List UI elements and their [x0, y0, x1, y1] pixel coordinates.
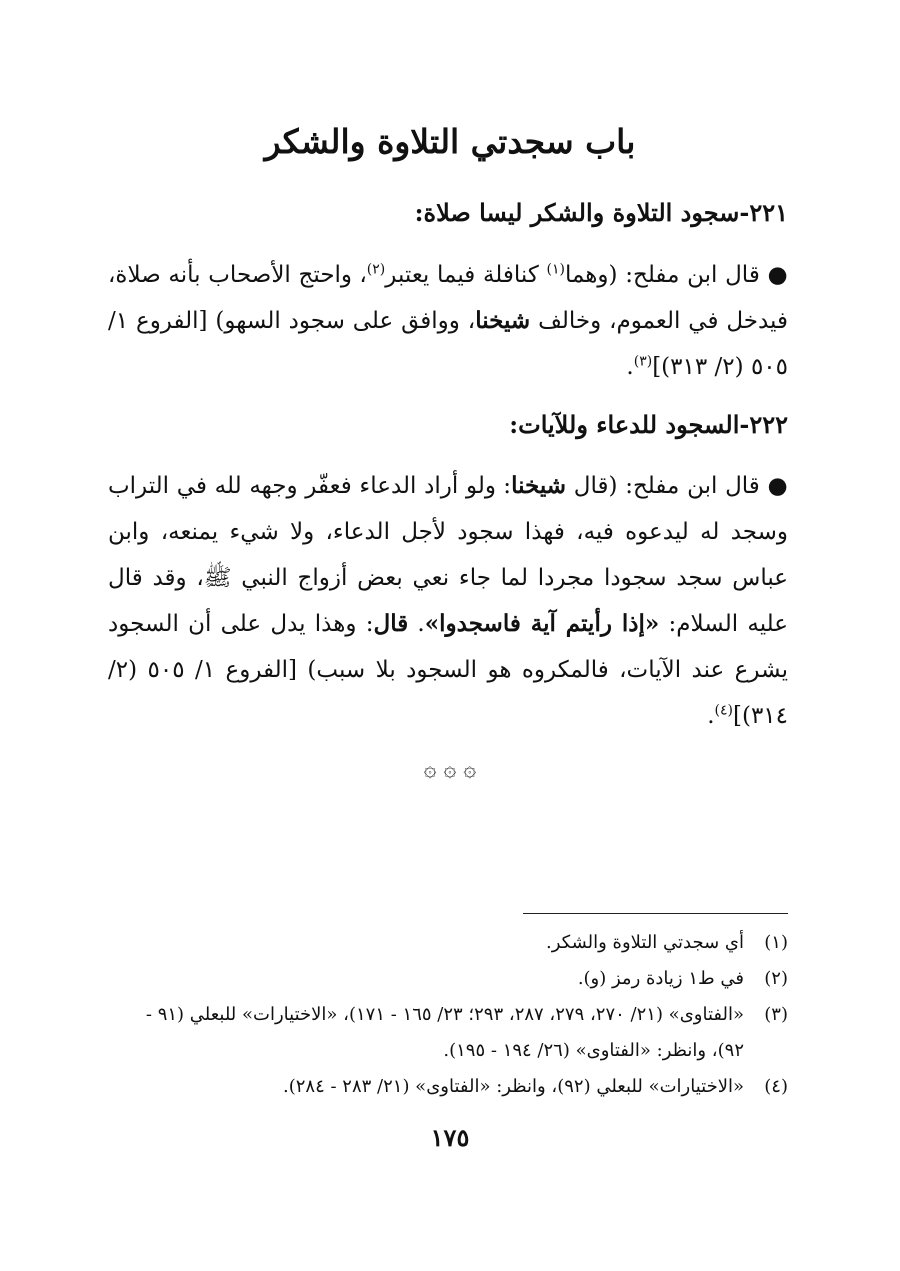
text-run: .: [707, 703, 715, 729]
text-run: ، ووافق على سجود السهو) [الفروع ١/ ٥٠٥ (٢/ ٣١٣)]: [108, 308, 788, 380]
section-body-221: [108, 252, 788, 390]
text-run: .: [626, 354, 634, 380]
section-divider-ornaments: ۞ ۞ ۞: [423, 757, 477, 782]
section-heading-221: ٢٢١-سجود التلاوة والشكر ليسا صلاة:: [414, 198, 788, 227]
footnote-item: [108, 997, 788, 1069]
footnote-ref-1: (١): [546, 261, 565, 278]
text-run: : ولو أراد الدعاء فعفّر وجهه لله في التراب وسجد له ليدعوه فيه، فهذا سجود لأجل الدعاء، ولا شيء يمنعه، وابن عباس سجد سجودا مجردا لما جاء نعي بعض أزواج النبي ﷺ، وقد قال عليه السلام:: [108, 473, 788, 637]
footnote-item: [108, 925, 788, 961]
footnote-ref-2: (٢): [366, 261, 386, 278]
footnote-ref-3: (٣): [633, 353, 653, 370]
chapter-title: باب سجدتي التلاوة والشكر: [264, 122, 636, 161]
footnote-item: [108, 1069, 788, 1105]
bullet-mark: ●: [767, 473, 788, 499]
text-run: ، واحتج الأصحاب بأنه صلاة، فيدخل في العموم، وخالف: [108, 262, 788, 334]
bold-term: شيخنا: [475, 307, 531, 334]
footnote-number: (٣): [764, 1004, 788, 1025]
footnote-text: أي سجدتي التلاوة والشكر.: [545, 932, 744, 953]
footnote-text: «الفتاوى» (٢١/ ٢٧٠، ٢٧٩، ٢٨٧، ٢٩٣؛ ٢٣/ ١٦٥ - ١٧١)، «الاختيارات» للبعلي (٩١ - ٩٢)، وانظر: «الفتاوى» (٢٦/ ١٩٤ - ١٩٥).: [145, 1004, 744, 1061]
bold-term: قال: [373, 610, 409, 637]
footnotes-list: [108, 925, 788, 1105]
footnote-number: (٤): [764, 1076, 788, 1097]
text-run: : وهذا يدل على أن السجود يشرع عند الآيات، فالمكروه هو السجود بلا سبب) [الفروع ١/ ٥٠٥ (٢/ ٣١٤)]: [108, 611, 789, 729]
bold-term: شيخنا: [511, 472, 567, 499]
page-number: ١٧٥: [430, 1123, 470, 1152]
footnote-text: في ط١ زيادة رمز (و).: [577, 968, 744, 989]
text-run: قال ابن مفلح: (قال: [566, 473, 768, 499]
footnote-ref-4: (٤): [714, 702, 733, 719]
section-body-222: [108, 463, 788, 739]
footnote-number: (٢): [764, 968, 788, 989]
section-heading-222: ٢٢٢-السجود للدعاء وللآيات:: [509, 410, 788, 439]
text-run: .: [408, 611, 425, 637]
bullet-mark: ●: [767, 262, 788, 288]
footnote-item: [108, 961, 788, 997]
footnote-number: (١): [764, 932, 788, 953]
footnote-separator: [523, 913, 788, 914]
hadith-quote: «إذا رأيتم آية فاسجدوا»: [424, 610, 660, 637]
footnote-text: «الاختيارات» للبعلي (٩٢)، وانظر: «الفتاوى» (٢١/ ٢٨٣ - ٢٨٤).: [282, 1076, 744, 1097]
text-run: قال ابن مفلح: (وهما: [565, 262, 768, 288]
text-run: كنافلة فيما يعتبر: [385, 262, 547, 288]
